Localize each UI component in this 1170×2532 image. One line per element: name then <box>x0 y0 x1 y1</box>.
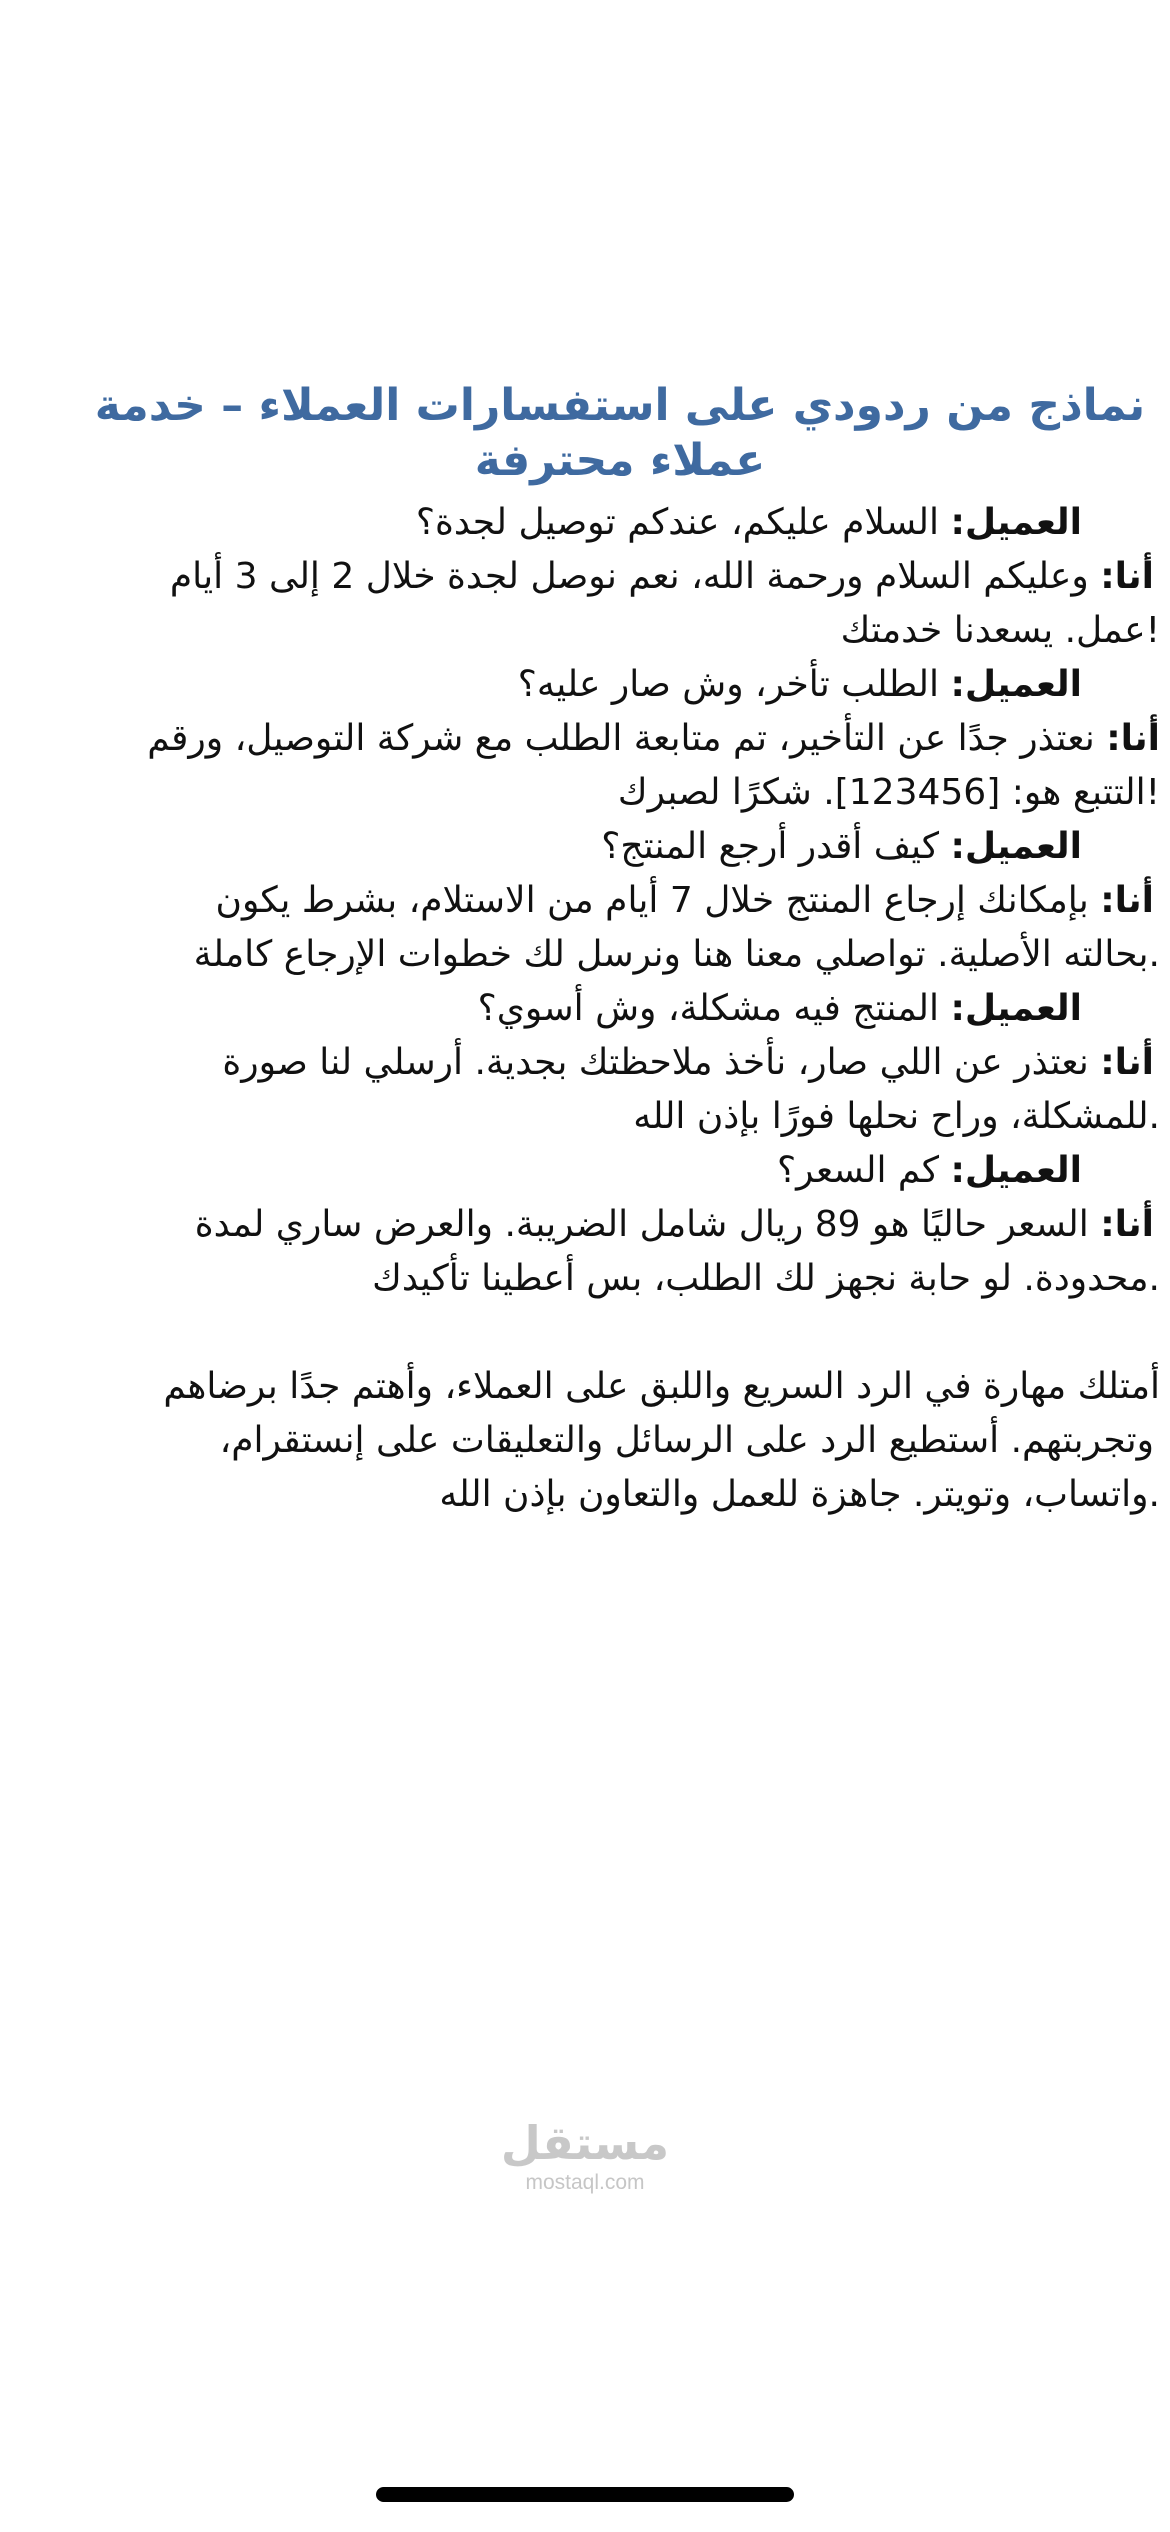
customer-label: العميل: <box>950 502 1082 543</box>
customer-message <box>70 658 1160 712</box>
closing-paragraph-line: أمتلك مهارة في الرد السريع واللبق على العملاء، وأهتم جدًا برضاهم <box>163 1366 1160 1407</box>
reply-message <box>70 874 1160 928</box>
watermark-url: mostaql.com <box>525 2171 645 2194</box>
reply-label: أنا: <box>1106 718 1160 759</box>
closing-paragraph-line: وتجربتهم. أستطيع الرد على الرسائل والتعليقات على إنستقرام، <box>219 1420 1154 1461</box>
reply-text: بإمكانك إرجاع المنتج خلال 7 أيام من الاستلام، بشرط يكون <box>215 880 1089 921</box>
customer-text: السلام عليكم، عندكم توصيل لجدة؟ <box>415 502 939 543</box>
customer-message <box>70 1144 1160 1198</box>
customer-label: العميل: <box>950 664 1082 705</box>
conversation-body <box>70 496 1160 1522</box>
home-indicator[interactable] <box>376 2487 794 2502</box>
customer-text: الطلب تأخر، وش صار عليه؟ <box>517 664 939 705</box>
reply-continuation: .للمشكلة، وراح نحلها فورًا بإذن الله <box>633 1096 1160 1137</box>
reply-message <box>70 550 1160 604</box>
reply-label: أنا: <box>1100 1204 1154 1245</box>
customer-message <box>70 820 1160 874</box>
reply-text: نعتذر جدًا عن التأخير، تم متابعة الطلب مع شركة التوصيل، ورقم <box>147 718 1095 759</box>
customer-message <box>70 982 1160 1036</box>
reply-message <box>70 1036 1160 1090</box>
reply-label: أنا: <box>1100 556 1154 597</box>
reply-label: أنا: <box>1100 1042 1154 1083</box>
customer-label: العميل: <box>950 1150 1082 1191</box>
reply-text: السعر حاليًا هو 89 ريال شامل الضريبة. والعرض ساري لمدة <box>194 1204 1089 1245</box>
reply-continuation: .بحالته الأصلية. تواصلي معنا هنا ونرسل لك خطوات الإرجاع كاملة <box>193 934 1160 975</box>
document <box>70 378 1170 1522</box>
customer-text: كم السعر؟ <box>777 1150 939 1191</box>
reply-message <box>70 712 1160 766</box>
reply-continuation: !عمل. يسعدنا خدمتك <box>840 610 1160 651</box>
mostaql-watermark <box>0 2116 1170 2196</box>
customer-text: المنتج فيه مشكلة، وش أسوي؟ <box>477 988 939 1029</box>
customer-text: كيف أقدر أرجع المنتج؟ <box>601 826 939 867</box>
reply-continuation: !التتبع هو: [123456]. شكرًا لصبرك <box>617 772 1160 813</box>
reply-continuation: .محدودة. لو حابة نجهز لك الطلب، بس أعطينا تأكيدك <box>372 1258 1160 1299</box>
reply-text: نعتذر عن اللي صار، نأخذ ملاحظتك بجدية. أرسلي لنا صورة <box>222 1042 1089 1083</box>
customer-label: العميل: <box>950 826 1082 867</box>
reply-label: أنا: <box>1100 880 1154 921</box>
document-title: نماذج من ردودي على استفسارات العملاء – خدمة عملاء محترفة <box>94 380 1146 486</box>
watermark-logo: مستقل <box>500 2116 670 2170</box>
reply-message <box>70 1198 1160 1252</box>
customer-message <box>70 496 1160 550</box>
customer-label: العميل: <box>950 988 1082 1029</box>
closing-paragraph-line: .واتساب، وتويتر. جاهزة للعمل والتعاون بإذن الله <box>439 1474 1160 1515</box>
paragraph-spacer <box>70 1306 1160 1360</box>
reply-text: وعليكم السلام ورحمة الله، نعم نوصل لجدة خلال 2 إلى 3 أيام <box>169 556 1089 597</box>
